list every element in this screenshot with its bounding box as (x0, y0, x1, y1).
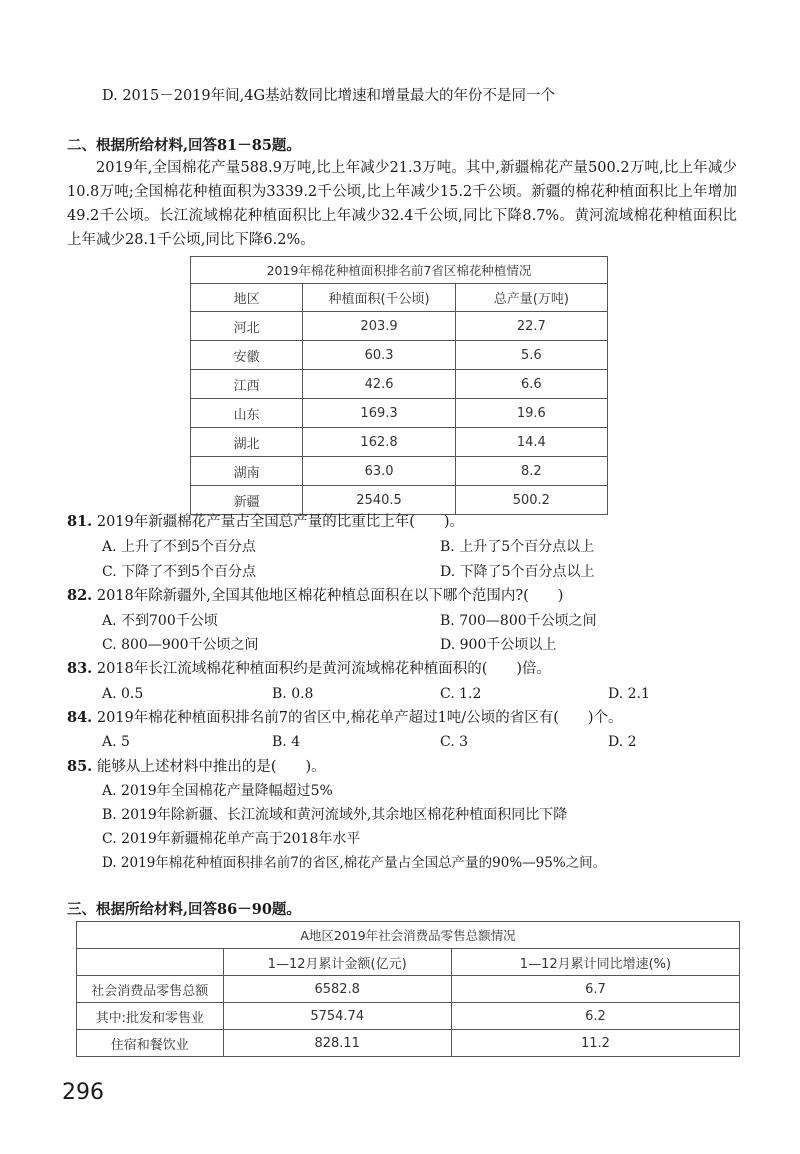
table-row (77, 1003, 740, 1030)
cell-region: 新疆 (191, 486, 303, 515)
question-text: 2019年新疆棉花产量占全国总产量的比重比上年( )。 (96, 514, 465, 530)
table-row (191, 457, 608, 486)
cell-region: 安徽 (191, 341, 303, 370)
retail-header-blank (77, 949, 224, 976)
cotton-table (190, 256, 608, 515)
question-text: 2019年棉花种植面积排名前7的省区中,棉花单产超过1吨/公顷的省区有( )个。 (96, 710, 623, 726)
question-number: 81. (67, 513, 93, 530)
cell-region: 江西 (191, 370, 303, 399)
question-number: 82. (67, 587, 93, 604)
cell-area: 2540.5 (303, 486, 455, 515)
q85-option-b[interactable]: B. 2019年除新疆、长江流域和黄河流域外,其余地区棉花种植面积同比下降 (102, 807, 568, 823)
q81-option-b[interactable]: B. 上升了5个百分点以上 (440, 539, 595, 555)
question-85 (67, 756, 326, 778)
q82-option-b[interactable]: B. 700—800千公顷之间 (440, 613, 597, 629)
q84-option-a[interactable]: A. 5 (102, 734, 130, 750)
table-row (191, 341, 608, 370)
q81-option-a[interactable]: A. 上升了不到5个百分点 (102, 539, 256, 555)
question-text: 2018年长江流域棉花种植面积约是黄河流域棉花种植面积的( )倍。 (96, 661, 552, 677)
cell-category: 住宿和餐饮业 (77, 1030, 224, 1057)
previous-option-d: D. 2015－2019年间,4G基站数同比增速和增量最大的年份不是同一个 (102, 88, 556, 104)
section3-heading: 三、根据所给材料,回答86－90题。 (67, 901, 301, 918)
question-text: 2018年除新疆外,全国其他地区棉花种植总面积在以下哪个范围内?( ) (96, 588, 564, 604)
table-header-output: 总产量(万吨) (455, 284, 607, 312)
table-row (191, 399, 608, 428)
cell-area: 63.0 (303, 457, 455, 486)
cell-output: 6.6 (455, 370, 607, 399)
cell-output: 500.2 (455, 486, 607, 515)
cell-growth: 11.2 (451, 1030, 739, 1057)
q84-option-d[interactable]: D. 2 (608, 734, 637, 750)
question-text: 能够从上述材料中推出的是( )。 (96, 759, 326, 775)
cell-output: 8.2 (455, 457, 607, 486)
q84-option-b[interactable]: B. 4 (272, 734, 301, 750)
cell-region: 山东 (191, 399, 303, 428)
cell-output: 22.7 (455, 312, 607, 341)
q82-option-d[interactable]: D. 900千公顷以上 (440, 637, 557, 653)
table-row (191, 312, 608, 341)
cotton-table-caption: 2019年棉花种植面积排名前7省区棉花种植情况 (191, 257, 608, 284)
retail-table-caption: A地区2019年社会消费品零售总额情况 (77, 922, 740, 949)
cell-area: 162.8 (303, 428, 455, 457)
cell-growth: 6.7 (451, 976, 739, 1003)
material-paragraph: 2019年,全国棉花产量588.9万吨,比上年减少21.3万吨。其中,新疆棉花产量500.2万吨,比上年减少10.8万吨;全国棉花种植面积为3339.2千公顷,比上年减少15.2千公顷。新疆的棉花种植面积比上年增加49.2千公顷。长江流域棉花种植面积比上年减少32.4千公顷,同比下降8.7%。黄河流域棉花种植面积比上年减少28.1千公顷,同比下降6.2%。 (67, 160, 737, 248)
cell-region: 湖北 (191, 428, 303, 457)
q83-option-d[interactable]: D. 2.1 (608, 686, 650, 702)
page-number: 296 (62, 1080, 104, 1105)
question-number: 83. (67, 660, 93, 677)
cell-region: 河北 (191, 312, 303, 341)
section2-heading: 二、根据所给材料,回答81－85题。 (67, 137, 301, 154)
question-82 (67, 585, 563, 607)
q82-option-c[interactable]: C. 800—900千公顷之间 (102, 637, 259, 653)
cell-category: 其中:批发和零售业 (77, 1003, 224, 1030)
q81-option-c[interactable]: C. 下降了不到5个百分点 (102, 564, 257, 580)
cell-output: 14.4 (455, 428, 607, 457)
table-header-area: 种植面积(千公顷) (303, 284, 455, 312)
cell-amount: 6582.8 (223, 976, 451, 1003)
retail-header-amount: 1—12月累计金额(亿元) (223, 949, 451, 976)
cell-area: 60.3 (303, 341, 455, 370)
cell-amount: 5754.74 (223, 1003, 451, 1030)
q81-option-d[interactable]: D. 下降了5个百分点以上 (440, 564, 595, 580)
table-row (191, 428, 608, 457)
q84-option-c[interactable]: C. 3 (440, 734, 469, 750)
q85-option-d[interactable]: D. 2019年棉花种植面积排名前7的省区,棉花产量占全国总产量的90%—95%之间。 (102, 855, 607, 871)
table-header-region: 地区 (191, 284, 303, 312)
cell-area: 169.3 (303, 399, 455, 428)
q82-option-a[interactable]: A. 不到700千公顷 (102, 613, 218, 629)
cell-amount: 828.11 (223, 1030, 451, 1057)
cell-output: 19.6 (455, 399, 607, 428)
cell-output: 5.6 (455, 341, 607, 370)
table-row (77, 1030, 740, 1057)
q83-option-a[interactable]: A. 0.5 (102, 686, 144, 702)
question-83 (67, 658, 551, 680)
question-number: 84. (67, 709, 93, 726)
question-number: 85. (67, 758, 93, 775)
table-row (191, 370, 608, 399)
q83-option-c[interactable]: C. 1.2 (440, 686, 482, 702)
cell-region: 湖南 (191, 457, 303, 486)
cell-area: 42.6 (303, 370, 455, 399)
question-81 (67, 511, 464, 533)
cell-category: 社会消费品零售总额 (77, 976, 224, 1003)
question-84 (67, 707, 623, 729)
cell-growth: 6.2 (451, 1003, 739, 1030)
cell-area: 203.9 (303, 312, 455, 341)
retail-header-growth: 1—12月累计同比增速(%) (451, 949, 739, 976)
q85-option-a[interactable]: A. 2019年全国棉花产量降幅超过5% (102, 783, 333, 799)
q85-option-c[interactable]: C. 2019年新疆棉花单产高于2018年水平 (102, 831, 361, 847)
retail-table (76, 921, 740, 1057)
table-row (77, 976, 740, 1003)
section2-material (67, 156, 737, 252)
q83-option-b[interactable]: B. 0.8 (272, 686, 314, 702)
